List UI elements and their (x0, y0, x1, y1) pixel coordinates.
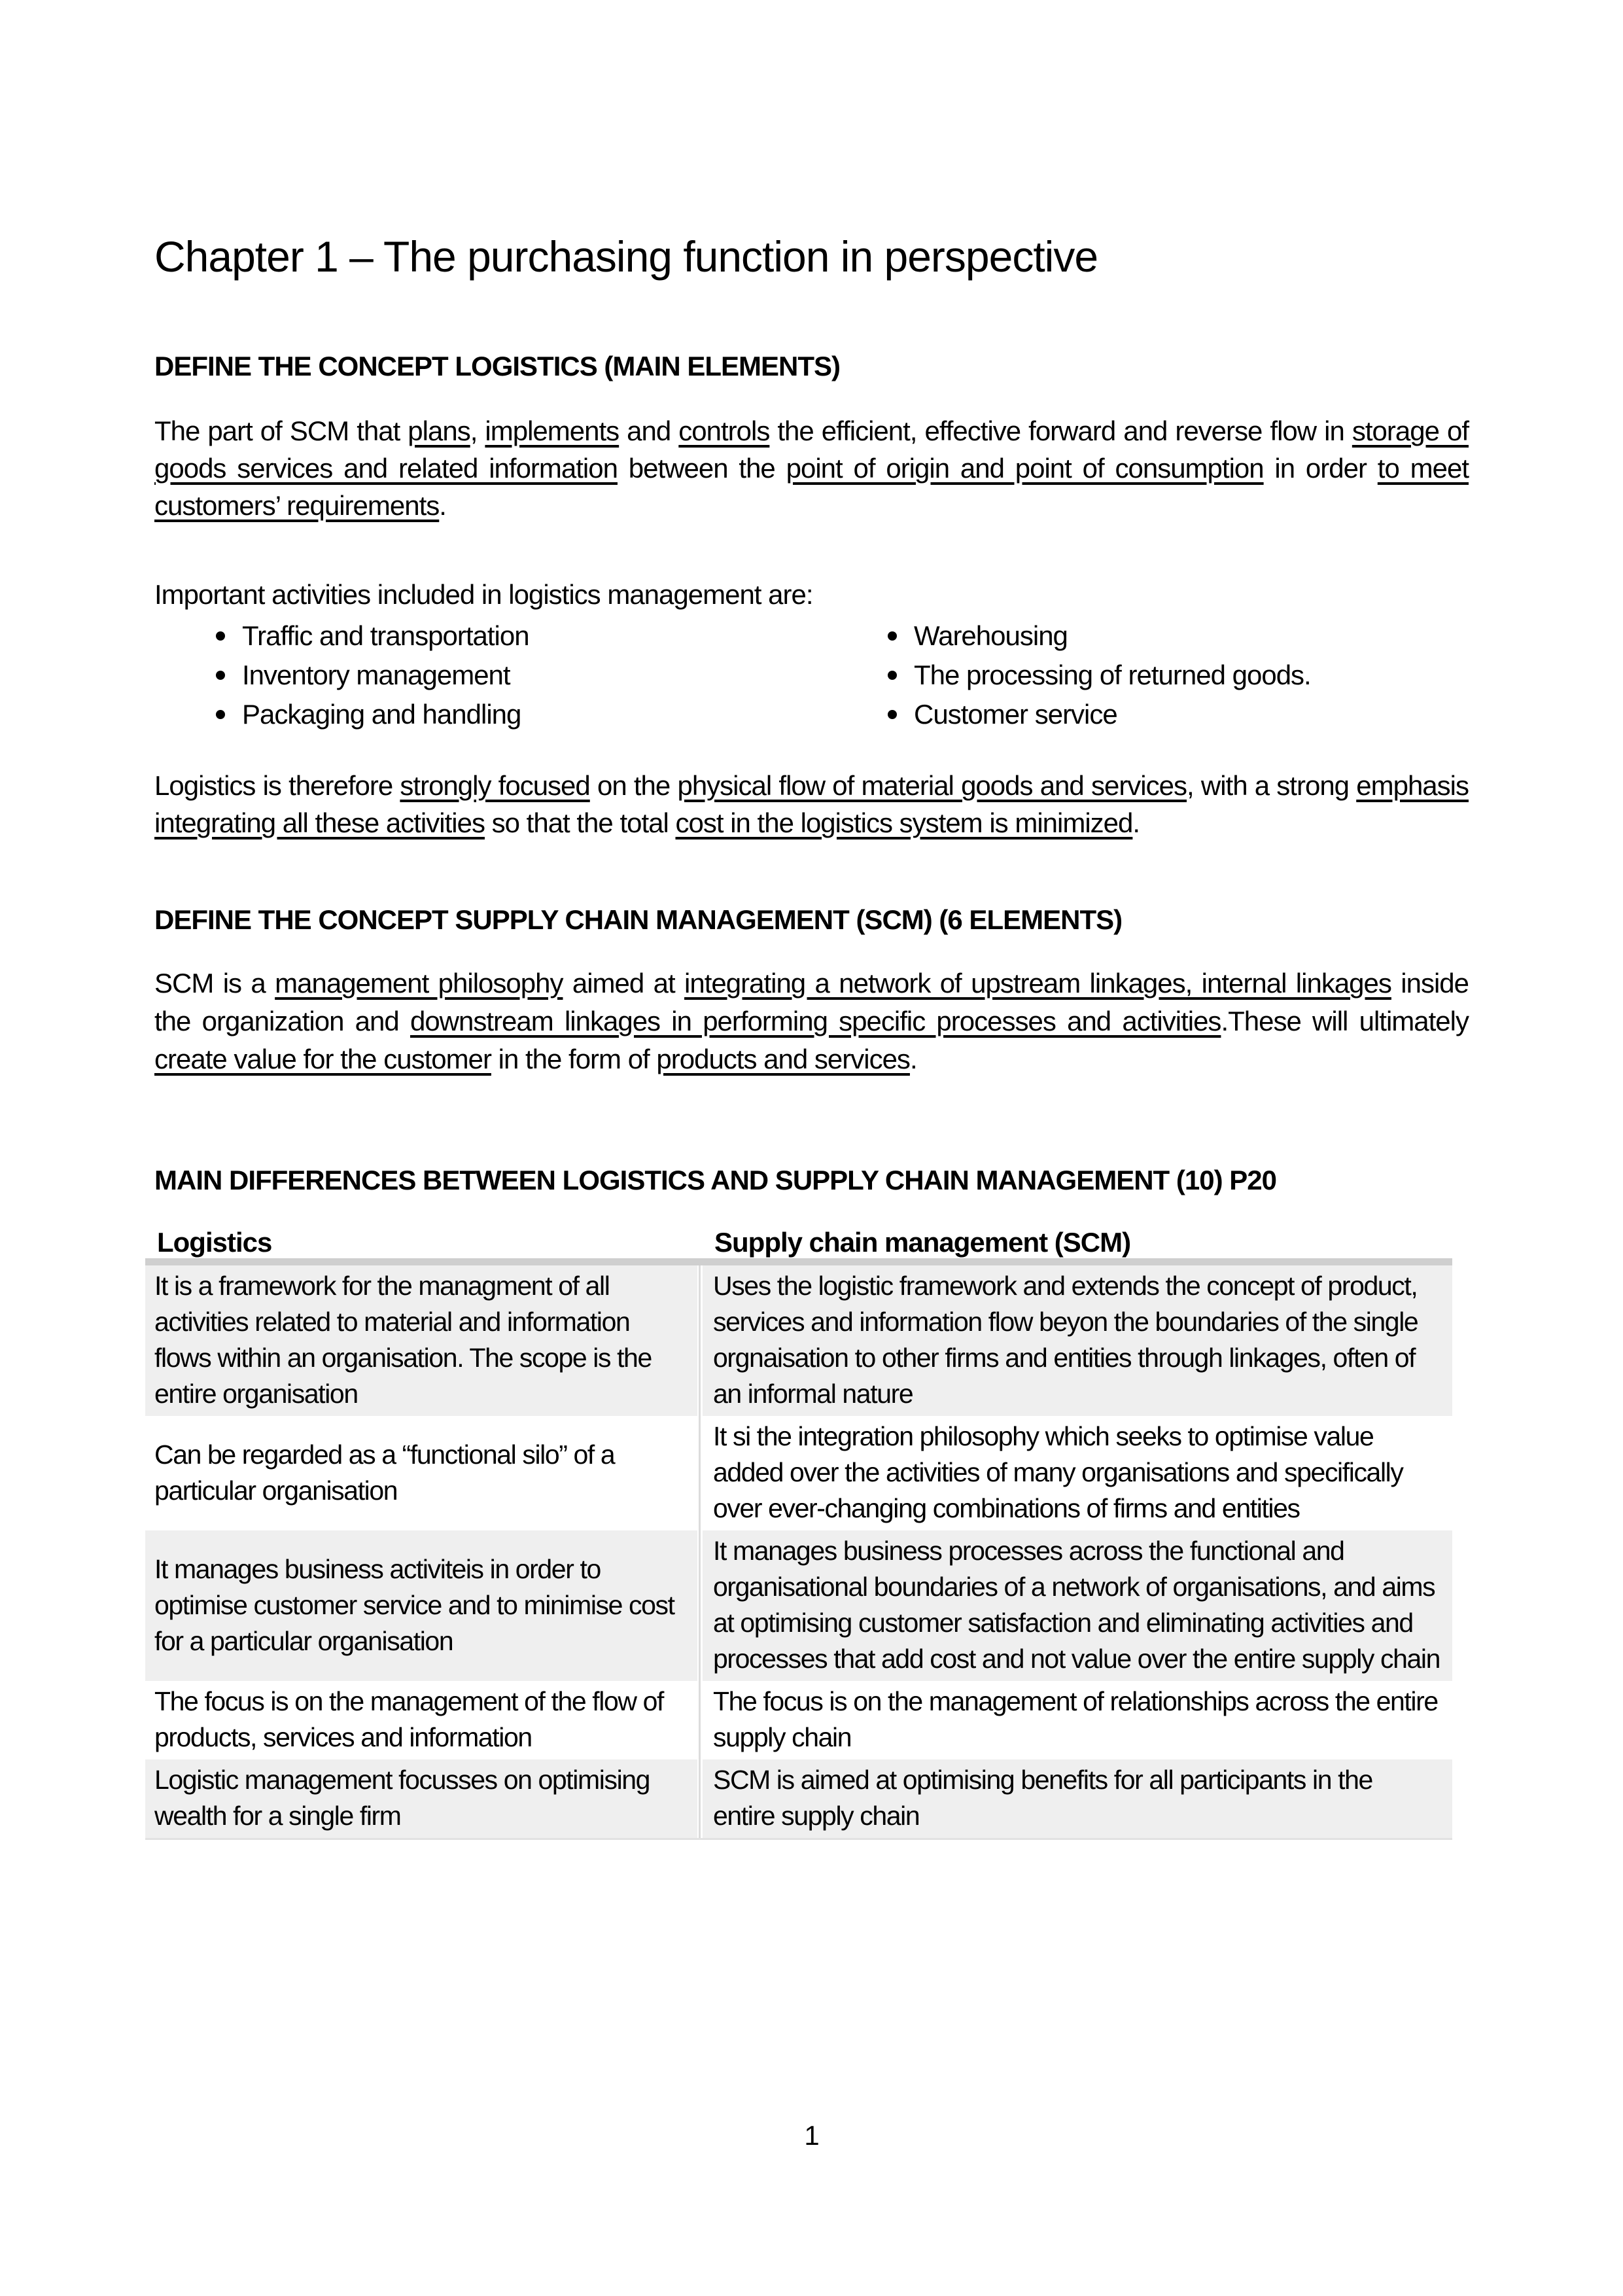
chapter-title: Chapter 1 – The purchasing function in perspective (154, 232, 1098, 281)
cell-text: Uses the logistic framework and extends the concept of product, services and information flow beyon the boundaries of the single orgnaisation to other firms and entities through linkages, often of an informal nature (713, 1271, 1418, 1409)
bullet-icon (888, 631, 897, 641)
table-cell-logistics (145, 1759, 697, 1838)
paragraph-scm-definition: SCM is a management philosophy aimed at integrating a network of upstream linkages, internal linkages inside the organization and downstream linkages in performing specific processes and activities.These will ultimately create value for the customer in the form of products and services. (154, 968, 1469, 1074)
cell-text: It manages business activiteis in order to optimise customer service and to minimise cost for a particular organisation (154, 1553, 674, 1656)
paragraph-logistics-definition: The part of SCM that plans, implements and controls the efficient, effective forward and reverse flow in storage of goods services and related information between the point of origin and point of consumption in order to meet customers’ requirements. (154, 415, 1469, 521)
table-cell-scm (703, 1759, 1452, 1838)
table-cell-logistics (145, 1681, 697, 1759)
cell-text: It manages business processes across the functional and organisational boundaries of a network of organisations, and aims at optimising customer satisfaction and eliminating activities and processes that add cost and not value over the entire supply chain (713, 1536, 1440, 1674)
table-row (145, 1681, 1452, 1759)
cell-text: It si the integration philosophy which seeks to optimise value added over the activities of many organisations and specifically over ever-changing combinations of firms and entities (713, 1421, 1403, 1523)
table-cell-logistics (145, 1416, 697, 1530)
table-cell-logistics (145, 1265, 697, 1416)
table-body (145, 1265, 1452, 1840)
bullet-icon (216, 631, 225, 641)
table-cell-scm (703, 1681, 1452, 1759)
table-top-border (145, 1258, 1452, 1265)
heading-main-differences: MAIN DIFFERENCES BETWEEN LOGISTICS AND SUPPLY CHAIN MANAGEMENT (10) P20 (154, 1165, 1276, 1195)
cell-text: Can be regarded as a “functional silo” of a particular organisation (154, 1439, 615, 1506)
table-column-header-scm: Supply chain management (SCM) (714, 1227, 1131, 1258)
bullet-list-left (216, 616, 844, 734)
list-item-label: The processing of returned goods. (914, 660, 1311, 690)
bullet-icon (216, 671, 225, 680)
paragraph-logistics-focus: Logistics is therefore strongly focused on the physical flow of material goods and services, with a strong emphasis integrating all these activities so that the total cost in the logistics system is minimized. (154, 770, 1469, 838)
table-column-header-logistics: Logistics (157, 1227, 272, 1258)
list-item (216, 656, 844, 695)
cell-text: SCM is aimed at optimising benefits for all participants in the entire supply chain (713, 1765, 1372, 1831)
heading-define-logistics: DEFINE THE CONCEPT LOGISTICS (MAIN ELEMENTS) (154, 351, 841, 381)
table-cell-logistics (145, 1530, 697, 1681)
table-cell-scm (703, 1416, 1452, 1530)
table-column-divider (699, 1265, 701, 1838)
cell-text: Logistic management focusses on optimising wealth for a single firm (154, 1765, 650, 1831)
heading-define-scm: DEFINE THE CONCEPT SUPPLY CHAIN MANAGEMENT (SCM) (6 ELEMENTS) (154, 904, 1123, 935)
table-row (145, 1759, 1452, 1838)
list-item (888, 656, 1516, 695)
comparison-table (145, 1258, 1452, 1840)
list-item-label: Warehousing (914, 620, 1068, 651)
table-row (145, 1530, 1452, 1681)
table-cell-scm (703, 1265, 1452, 1416)
cell-text: The focus is on the management of relationships across the entire supply chain (713, 1686, 1438, 1752)
list-item-label: Inventory management (242, 660, 510, 690)
list-item (888, 616, 1516, 656)
bullet-icon (888, 710, 897, 719)
table-row (145, 1416, 1452, 1530)
list-item-label: Traffic and transportation (242, 620, 529, 651)
cell-text: It is a framework for the managment of all activities related to material and information flows within an organisation. The scope is the entire organisation (154, 1271, 652, 1409)
page-number: 1 (804, 2120, 819, 2151)
paragraph-activities-intro: Important activities included in logistics management are: (154, 579, 813, 610)
cell-text: The focus is on the management of the flow of products, services and information (154, 1686, 663, 1752)
list-item-label: Customer service (914, 699, 1117, 730)
table-cell-scm (703, 1530, 1452, 1681)
bullet-list-right (888, 616, 1516, 734)
table-row (145, 1265, 1452, 1416)
list-item (216, 695, 844, 734)
list-item-label: Packaging and handling (242, 699, 521, 730)
list-item (216, 616, 844, 656)
list-item (888, 695, 1516, 734)
bullet-icon (888, 671, 897, 680)
bullet-icon (216, 710, 225, 719)
